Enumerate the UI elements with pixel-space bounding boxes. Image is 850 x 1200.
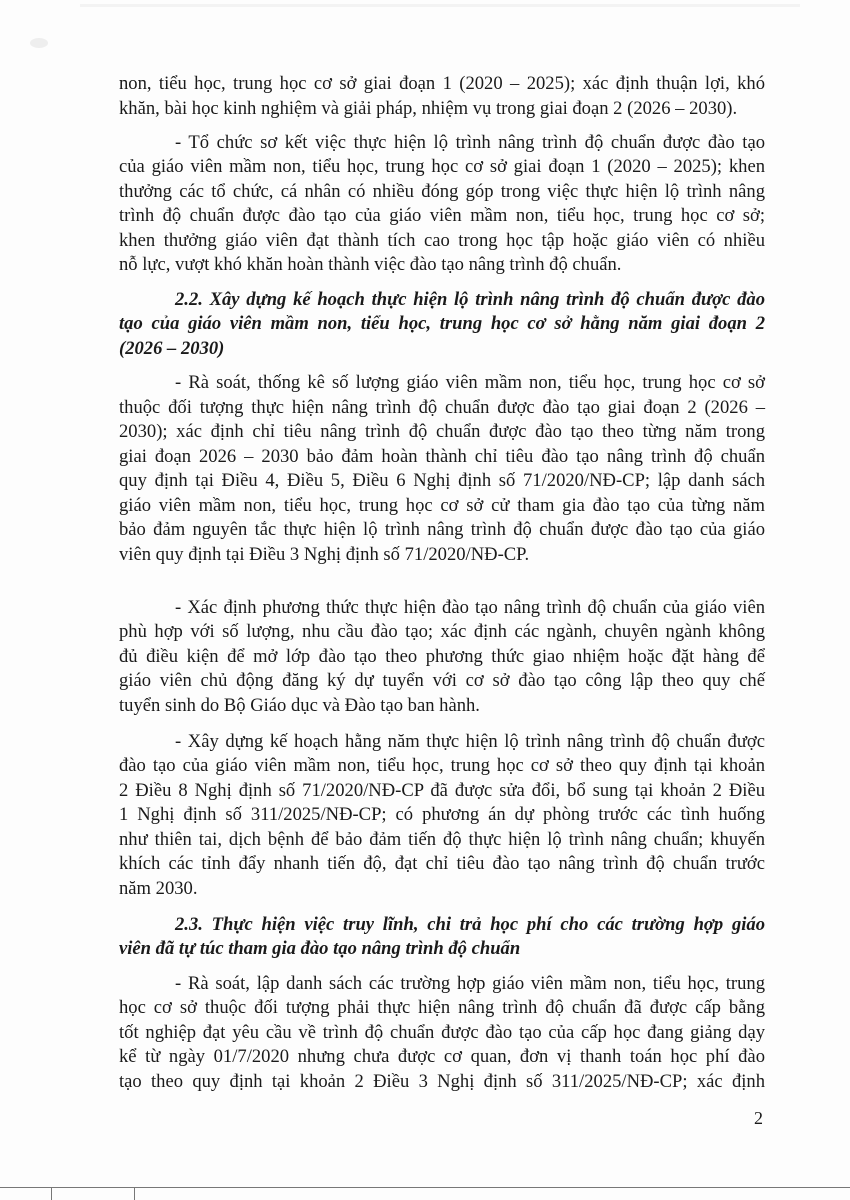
paragraph-line: tạo theo quy định tại khoản 2 Điều 3 Nghị định số 311/2025/NĐ-CP; xác định xyxy=(119,1071,765,1092)
paragraph-line: 2 Điều 8 Nghị định số 71/2020/NĐ-CP đã được sửa đổi, bổ sung tại khoản 2 Điều xyxy=(119,780,765,801)
scan-artifact xyxy=(80,4,800,7)
paragraph-line: giai đoạn 2026 – 2030 bảo đảm hoàn thành chỉ tiêu đào tạo nâng trình độ chuẩn xyxy=(119,446,765,467)
paragraph-line: - Xây dựng kế hoạch hằng năm thực hiện lộ trình nâng trình độ chuẩn được xyxy=(175,731,765,752)
section-heading: viên đã tự túc tham gia đào tạo nâng trình độ chuẩn xyxy=(119,938,521,959)
paragraph-line: của giáo viên mầm non, tiểu học, trung học cơ sở giai đoạn 1 (2020 – 2025); khen xyxy=(119,156,765,177)
paragraph-line: trình độ chuẩn được đào tạo của giáo viên mầm non, tiểu học, trung học cơ sở; xyxy=(119,205,765,226)
paragraph-line: bảo đảm nguyên tắc thực hiện lộ trình nâng trình độ chuẩn được đào tạo của giáo xyxy=(119,519,765,540)
paragraph-line: quy định tại Điều 4, Điều 5, Điều 6 Nghị định số 71/2020/NĐ-CP; lập danh sách xyxy=(119,470,765,491)
paragraph-line: - Rà soát, lập danh sách các trường hợp giáo viên mầm non, tiểu học, trung xyxy=(175,973,765,994)
footer-divider xyxy=(0,1187,850,1188)
paragraph-line: khăn, bài học kinh nghiệm và giải pháp, nhiệm vụ trong giai đoạn 2 (2026 – 2030). xyxy=(119,98,738,119)
paragraph-line: giáo viên chủ động đăng ký dự tuyển với cơ sở đào tạo công lập theo quy chế xyxy=(119,670,765,691)
section-heading: 2.2. Xây dựng kế hoạch thực hiện lộ trình nâng trình độ chuẩn được đào xyxy=(175,289,765,310)
section-heading: (2026 – 2030) xyxy=(119,338,225,359)
paragraph-line: - Tổ chức sơ kết việc thực hiện lộ trình nâng trình độ chuẩn được đào tạo xyxy=(175,132,765,153)
paragraph-line: tốt nghiệp đạt yêu cầu về trình độ chuẩn được đào tạo của cấp học đang giảng dạy xyxy=(119,1022,765,1043)
paragraph-line: - Xác định phương thức thực hiện đào tạo nâng trình độ chuẩn của giáo viên xyxy=(175,597,765,618)
paragraph-line: đào tạo của giáo viên mầm non, tiểu học, trung học cơ sở theo quy định tại khoản xyxy=(119,755,765,776)
paragraph-line: tuyển sinh do Bộ Giáo dục và Đào tạo ban hành. xyxy=(119,695,480,716)
paragraph-line: 1 Nghị định số 311/2025/NĐ-CP; có phương án dự phòng trước các tình huống xyxy=(119,804,765,825)
paragraph-line: viên quy định tại Điều 3 Nghị định số 71/2020/NĐ-CP. xyxy=(119,544,530,565)
page-number: 2 xyxy=(754,1108,763,1128)
paragraph-line: thưởng các tổ chức, cá nhân có nhiều đóng góp trong việc thực hiện lộ trình nâng xyxy=(119,181,765,202)
paragraph-line: năm 2030. xyxy=(119,878,198,899)
paragraph-line: như thiên tai, dịch bệnh để bảo đảm tiến độ thực hiện lộ trình nâng chuẩn; khuyến xyxy=(119,829,765,850)
paragraph-line: 2030); xác định chỉ tiêu nâng trình độ chuẩn được đào tạo theo từng năm trong xyxy=(119,421,765,442)
paragraph-line: kể từ ngày 01/7/2020 nhưng chưa được cơ quan, đơn vị thanh toán học phí đào xyxy=(119,1046,765,1067)
paragraph-line: học cơ sở thuộc đối tượng phải thực hiện nâng trình độ chuẩn đã được cấp bằng xyxy=(119,997,765,1018)
paragraph-line: đủ điều kiện để mở lớp đào tạo theo phương thức giao nhiệm hoặc đặt hàng để xyxy=(119,646,765,667)
paragraph-line: - Rà soát, thống kê số lượng giáo viên mầm non, tiểu học, trung học cơ sở xyxy=(175,372,765,393)
paragraph-line: nỗ lực, vượt khó khăn hoàn thành việc đào tạo nâng trình độ chuẩn. xyxy=(119,254,622,275)
paragraph-line: khích các tỉnh đẩy nhanh tiến độ, đạt chỉ tiêu đào tạo nâng trình độ chuẩn trước xyxy=(119,853,765,874)
section-heading: 2.3. Thực hiện việc truy lĩnh, chi trả học phí cho các trường hợp giáo xyxy=(175,914,765,935)
paragraph-line: giáo viên mầm non, tiểu học, trung học cơ sở cử tham gia đào tạo của từng năm xyxy=(119,495,765,516)
paragraph-line: phù hợp với số lượng, nhu cầu đào tạo; xác định các ngành, chuyên ngành không xyxy=(119,621,765,642)
paragraph-line: thuộc đối tượng thực hiện nâng trình độ chuẩn được đào tạo giai đoạn 2 (2026 – xyxy=(119,397,765,418)
footer-divider xyxy=(51,1187,52,1200)
section-heading: tạo của giáo viên mầm non, tiểu học, trung học cơ sở hằng năm giai đoạn 2 xyxy=(119,313,765,334)
paragraph-line: khen thưởng giáo viên đạt thành tích cao trong học tập hoặc giáo viên có nhiều xyxy=(119,230,765,251)
paragraph-line: non, tiểu học, trung học cơ sở giai đoạn 1 (2020 – 2025); xác định thuận lợi, khó xyxy=(119,73,765,94)
scan-artifact xyxy=(30,38,48,48)
footer-divider xyxy=(134,1187,135,1200)
